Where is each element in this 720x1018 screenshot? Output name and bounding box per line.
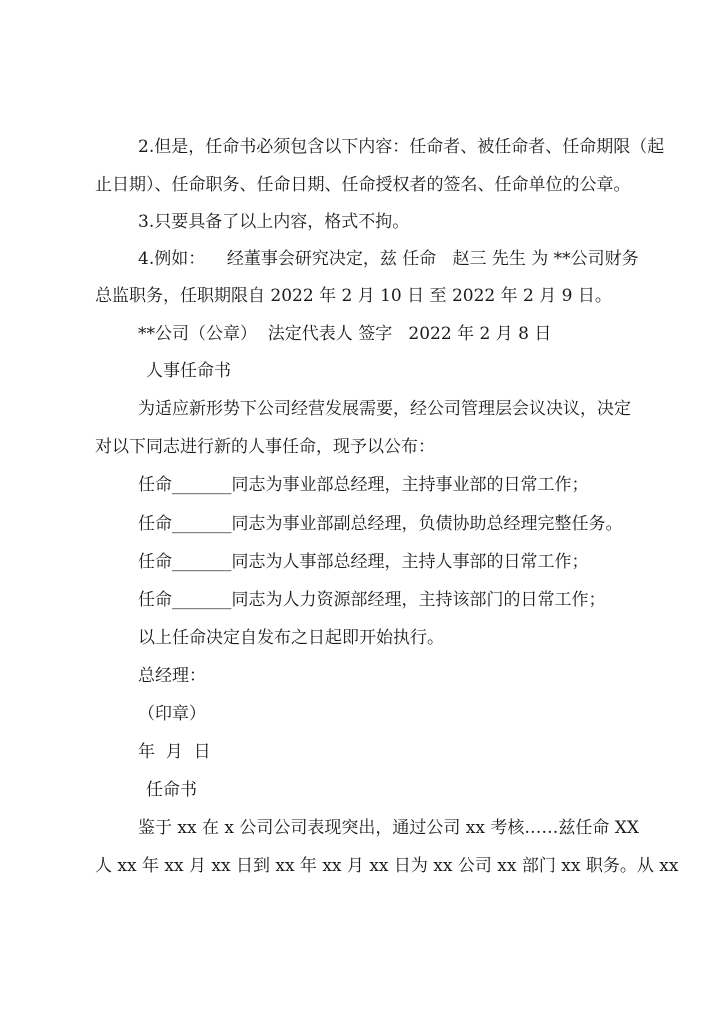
appointment-line: 任命_______同志为人事部总经理，主持人事部的日常工作； [138, 552, 589, 572]
paragraph-line: 2.但是，任命书必须包含以下内容：任命者、被任命者、任命期限（起 [138, 137, 665, 157]
signature-line: **公司（公章） 法定代表人 签字 2022 年 2 月 8 日 [138, 324, 552, 344]
paragraph-line: 鉴于 xx 在 x 公司公司表现突出，通过公司 xx 考核……兹任命 XX [138, 818, 639, 838]
section-title: 任命书 [146, 780, 197, 800]
paragraph-line: 4.例如： 经董事会研究决定，兹 任命 赵三 先生 为 **公司财务 [138, 249, 639, 269]
paragraph-line: 总监职务，任职期限自 2022 年 2 月 10 日 至 2022 年 2 月 9 日。 [95, 286, 612, 306]
paragraph-line: 3.只要具备了以上内容，格式不拘。 [138, 212, 410, 232]
appointment-line: 任命_______同志为事业部总经理，主持事业部的日常工作； [138, 475, 589, 495]
paragraph-line: 人 xx 年 xx 月 xx 日到 xx 年 xx 月 xx 日为 xx 公司 xx 部门 xx 职务。从 xx [95, 856, 679, 876]
paragraph-line: 为适应新形势下公司经营发展需要，经公司管理层会议决议，决定 [138, 399, 631, 419]
appointment-line: 任命_______同志为人力资源部经理，主持该部门的日常工作； [138, 590, 606, 610]
paragraph-line: 止日期）、任命职务、任命日期、任命授权者的签名、任命单位的公章。 [95, 175, 631, 195]
section-title: 人事任命书 [146, 361, 231, 381]
appointment-line: 任命_______同志为事业部副总经理，负债协助总经理完整任务。 [138, 514, 623, 534]
paragraph-line: 对以下同志进行新的人事任命，现予以公布： [95, 437, 435, 457]
date-line: 年 月 日 [138, 742, 211, 762]
signer-label: 总经理： [138, 666, 206, 686]
seal-label: （印章） [138, 704, 206, 724]
paragraph-line: 以上任命决定自发布之日起即开始执行。 [138, 628, 444, 648]
